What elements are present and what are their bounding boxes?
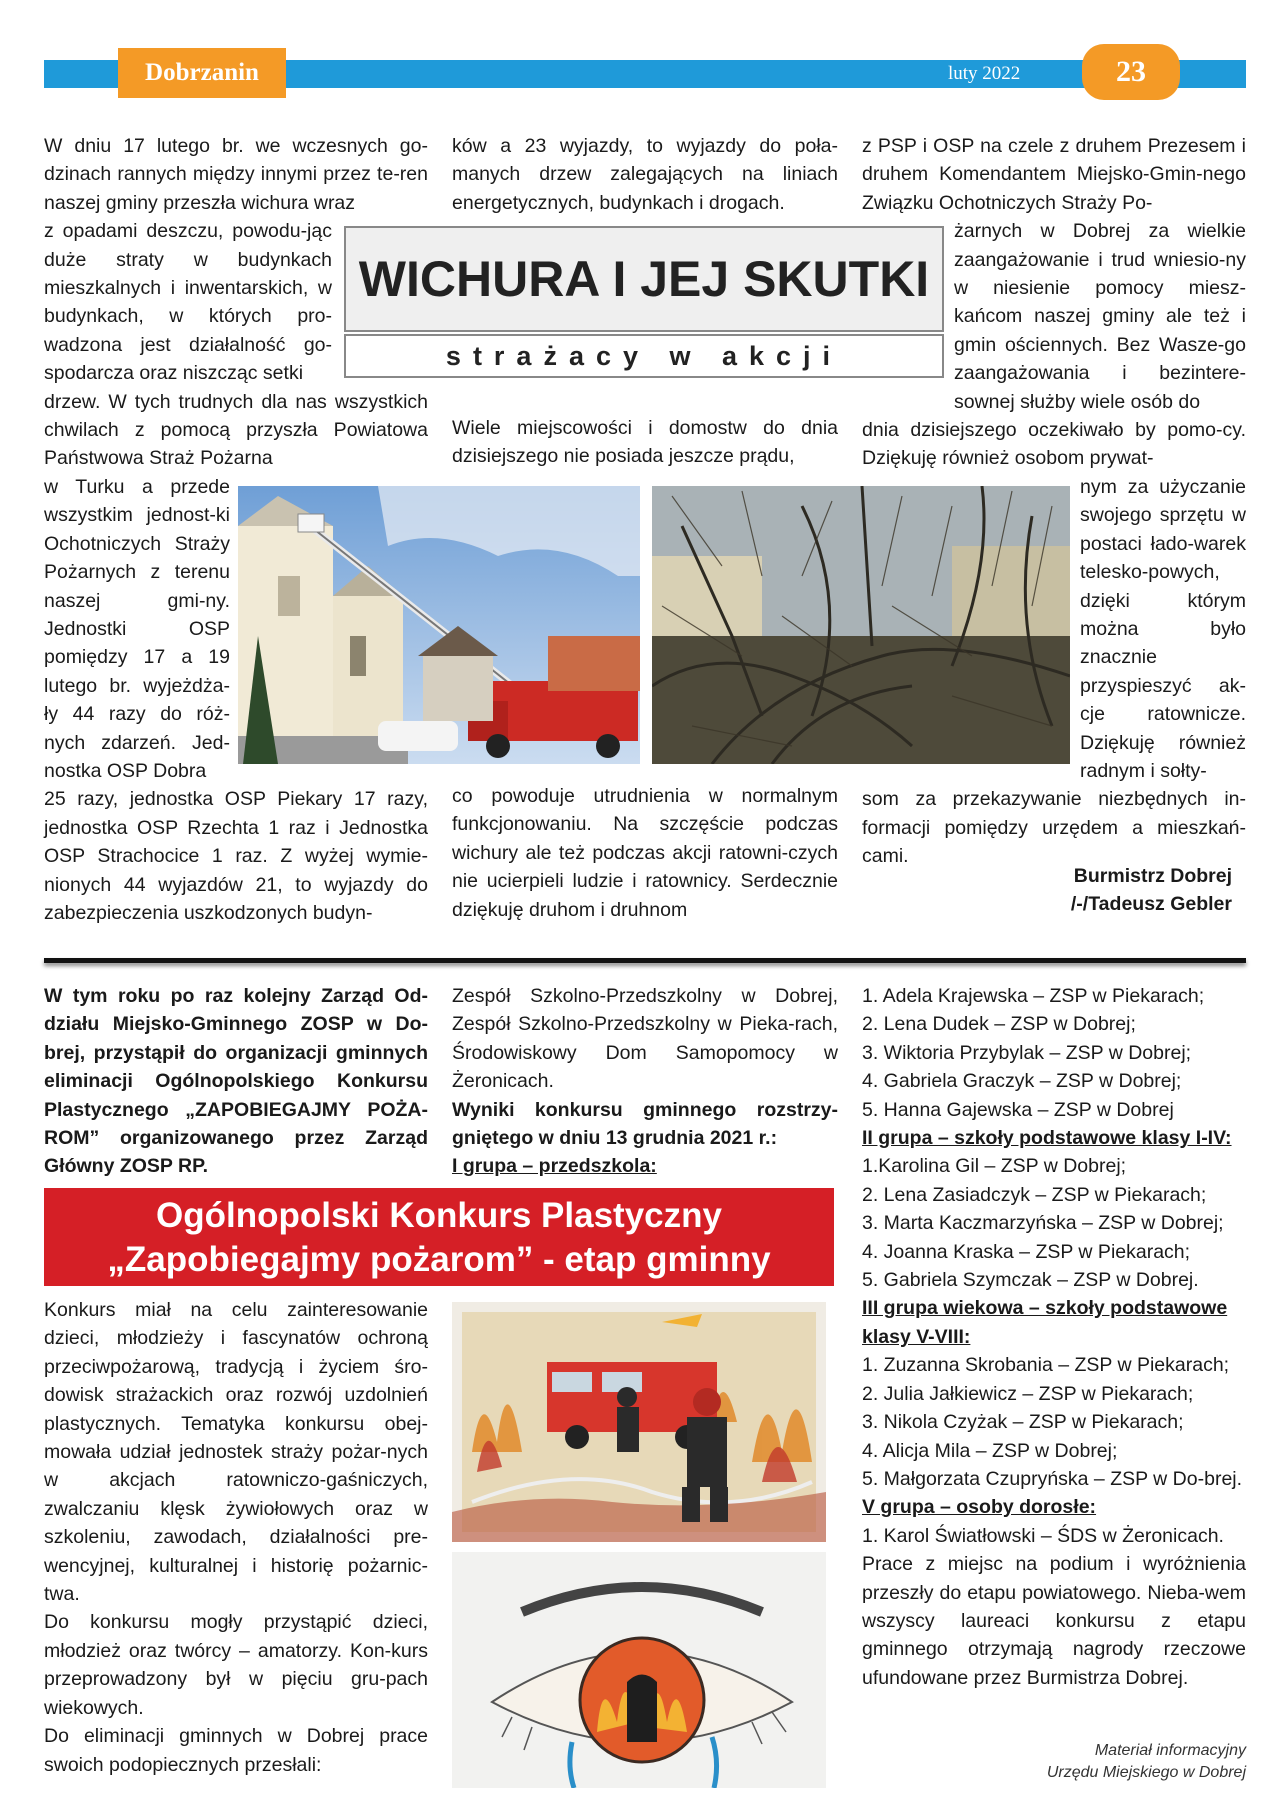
article1-col3-mid: dnia dzisiejszego oczekiwało by pomo-cy. Dziękuję również osobom prywat- xyxy=(862,419,1246,470)
article1-col2-top: ków a 23 wyjazdy, to wyjazdy do poła-manych drzew zalegających na liniach energetycznych, budynkach i drogach. xyxy=(452,135,838,214)
article2-schools-text: Zespół Szkolno-Przedszkolny w Dobrej, Zespół Szkolno-Przedszkolny w Pieka-rach, Środowiskowy Dom Samopomocy w Żeronicach. xyxy=(452,985,838,1093)
banner-line-1: Ogólnopolski Konkurs Plastyczny xyxy=(156,1196,722,1235)
list-item: 2. Julia Jałkiewicz – ZSP w Piekarach; xyxy=(862,1382,1194,1405)
banner-line-2: „Zapobiegajmy pożarom” - etap gminny xyxy=(107,1240,771,1279)
list-item: 5. Hanna Gajewska – ZSP w Dobrej xyxy=(862,1098,1174,1121)
group3-heading: III grupa wiekowa – szkoły podstawowe klasy V-VIII: xyxy=(862,1297,1228,1348)
article1-col3-bottom: som za przekazywanie niezbędnych in-formacji pomiędzy urzędem a mieszkań-cami. xyxy=(862,788,1246,868)
article1-col1-mid: drzew. W tych trudnych dla nas wszystkich chwilach z pomocą przyszła Powiatowa Państwowa Straż Pożarna xyxy=(44,390,428,470)
list-item: 2. Lena Dudek – ZSP w Dobrej; xyxy=(862,1013,1136,1036)
article2-body-p2: Do konkursu mogły przystąpić dzieci, młodzież oraz twórcy – amatorzy. Kon-kurs przeprowadzony był w pięciu gru-pach wiekowych. xyxy=(44,1611,428,1719)
article2-intro: W tym roku po raz kolejny Zarząd Od-działu Miejsko-Gminnego ZOSP w Do-brej, przystąpił do organizacji gminnych eliminacji Ogólnopolskiego Konkursu Plastycznego „ZAPOBIEGAJMY POŻA-ROM” organizowanego przez Zarząd Główny ZOSP RP. xyxy=(44,985,428,1178)
article2-body-p1: Konkurs miał na celu zainteresowanie dzieci, młodzieży i fascynatów ochroną przeciwpożarową, tradycją i życiem śro-dowisk strażackich oraz rozwój uzdolnień plastycznych. Tematyka konkursu obej-mowała udział jednostek straży pożar-nych w akcjach ratowniczo-gaśniczych, zwalczaniu klęsk żywiołowych oraz w szkoleniu, zawodach, działalności pre-wencyjnej, kulturalnej i historię pożarnic-twa. xyxy=(44,1299,428,1606)
article1-col3-top: z PSP i OSP na czele z druhem Prezesem i druhem Komendantem Miejsko-Gmin-nego Związku Ochotniczych Straży Po- xyxy=(862,135,1246,214)
article1-col1-wrap-a: z opadami deszczu, powodu-jąc duże straty w budynkach mieszkalnych i inwentarskich, w budynkach, w których pro-wadzona jest działalność go-spodarcza oraz niszcząc setki xyxy=(44,220,332,385)
group5-heading: V grupa – osoby dorosłe: xyxy=(862,1496,1097,1519)
article1-col1-top: W dniu 17 lutego br. we wczesnych go-dzinach rannych między innymi przez te-ren naszej gminy przeszła wichura wraz xyxy=(44,135,428,214)
list-item: 3. Marta Kaczmarzyńska – ZSP w Dobrej; xyxy=(862,1212,1224,1235)
article2-body-p3: Do eliminacji gminnych w Dobrej prace swoich podopiecznych przesłali: xyxy=(44,1725,428,1776)
signature-block xyxy=(862,862,1232,919)
list-item: 4. Joanna Kraska – ZSP w Piekarach; xyxy=(862,1240,1191,1263)
article2-column-2-top xyxy=(452,982,838,1181)
article1-col2-mid: Wiele miejscowości i domostw do dnia dzisiejszego nie posiada jeszcze prądu, xyxy=(452,417,838,468)
publication-name: Dobrzanin xyxy=(118,48,286,98)
article1-col3-wrap-b: nym za użyczanie swojego sprzętu w postaci łado-warek telesko-powych, dzięki którym można było znacznie przyspieszyć ak-cje ratownicze. Dziękuję również radnym i sołty- xyxy=(1080,475,1246,782)
group5-list xyxy=(862,1522,1246,1550)
contest-banner xyxy=(44,1188,834,1286)
list-item: 1. Karol Światłowski – ŚDS w Żeronicach. xyxy=(862,1524,1224,1547)
list-item: 5. Gabriela Szymczak – ZSP w Dobrej. xyxy=(862,1269,1199,1292)
list-item: 1. Zuzanna Skrobania – ZSP w Piekarach; xyxy=(862,1354,1230,1377)
article2-column-1-body xyxy=(44,1296,428,1779)
article1-title: WICHURA I JEJ SKUTKI xyxy=(358,251,930,307)
group1-heading: I grupa – przedszkola: xyxy=(452,1155,657,1178)
list-item: 3. Wiktoria Przybylak – ZSP w Dobrej; xyxy=(862,1041,1192,1064)
list-item: 2. Lena Zasiadczyk – ZSP w Piekarach; xyxy=(862,1183,1207,1206)
page-number: 23 xyxy=(1082,44,1180,100)
group2-heading: II grupa – szkoły podstawowe klasy I-IV: xyxy=(862,1127,1232,1150)
photo-fallen-trees xyxy=(652,486,1070,764)
footer-line-2: Urzędu Miejskiego w Dobrej xyxy=(1046,1764,1246,1781)
list-item: 5. Małgorzata Czupryńska – ZSP w Do-brej. xyxy=(862,1467,1243,1490)
article1-subtitle: strażacy w akcji xyxy=(344,334,944,378)
article1-col1-wrap-b: w Turku a przede wszystkim jednost-ki Ochotniczych Straży Pożarnych z terenu naszej gmi-ny. Jednostki OSP pomiędzy 17 a 19 lutego br. wyjeżdża-ły 44 razy do róż-nych zdarzeń. Jed-nostka OSP Dobra xyxy=(44,475,230,782)
signature-title: Burmistrz Dobrej xyxy=(1073,865,1232,887)
section-divider xyxy=(44,958,1246,963)
footer-credit xyxy=(862,1740,1246,1784)
issue-date: luty 2022 xyxy=(948,63,1021,84)
drawing-eye-fire xyxy=(452,1552,826,1788)
signature-name: /-/Tadeusz Gebler xyxy=(1070,893,1232,916)
list-item: 1.Karolina Gil – ZSP w Dobrej; xyxy=(862,1155,1127,1178)
article1-col2-bottom: co powoduje utrudnienia w normalnym funkcjonowaniu. Na szczęście podczas wichury ale też podczas akcji ratowni-czych nie ucierpieli ludzie i ratownicy. Serdecznie dziękuję druhom i druhnom xyxy=(452,785,838,921)
drawing-firefighters xyxy=(452,1302,826,1542)
list-item: 4. Alicja Mila – ZSP w Dobrej; xyxy=(862,1439,1118,1462)
list-item: 1. Adela Krajewska – ZSP w Piekarach; xyxy=(862,985,1205,1007)
results-column xyxy=(862,982,1246,1692)
article1-col3-wrap-a: żarnych w Dobrej za wielkie zaangażowanie i trud wniesio-ny w niesienie pomocy miesz-kańcom naszej gminy ale też i gmin ościennych. Bez Wasze-go zaangażowania i bezintere-sownej służby wiele osób do xyxy=(954,220,1246,413)
closing-text: Prace z miejsc na podium i wyróżnienia przeszły do etapu powiatowego. Nieba-wem wszyscy laureaci konkursu z etapu gminnego otrzymają nagrody rzeczowe ufundowane przez Burmistrza Dobrej. xyxy=(862,1553,1246,1689)
list-item: 3. Nikola Czyżak – ZSP w Piekarach; xyxy=(862,1411,1184,1434)
group2-list xyxy=(862,1152,1246,1294)
results-heading: Wyniki konkursu gminnego rozstrzy-gniętego w dniu 13 grudnia 2021 r.: xyxy=(452,1098,838,1150)
group1-list xyxy=(862,982,1246,1124)
group3-list xyxy=(862,1351,1246,1493)
footer-line-1: Materiał informacyjny xyxy=(1094,1742,1246,1759)
article1-col1-bottom: 25 razy, jednostka OSP Piekary 17 razy, jednostka OSP Rzechta 1 raz i Jednostka OSP Strachocice 1 raz. Z wyżej wymie-nionych 44 wyjazdów 21, to wyjazdy do zabezpieczenia uszkodzonych budyn- xyxy=(44,788,428,924)
list-item: 4. Gabriela Graczyk – ZSP w Dobrej; xyxy=(862,1070,1182,1093)
photo-church-fire-truck xyxy=(238,486,640,764)
article1-title-box xyxy=(344,226,944,332)
